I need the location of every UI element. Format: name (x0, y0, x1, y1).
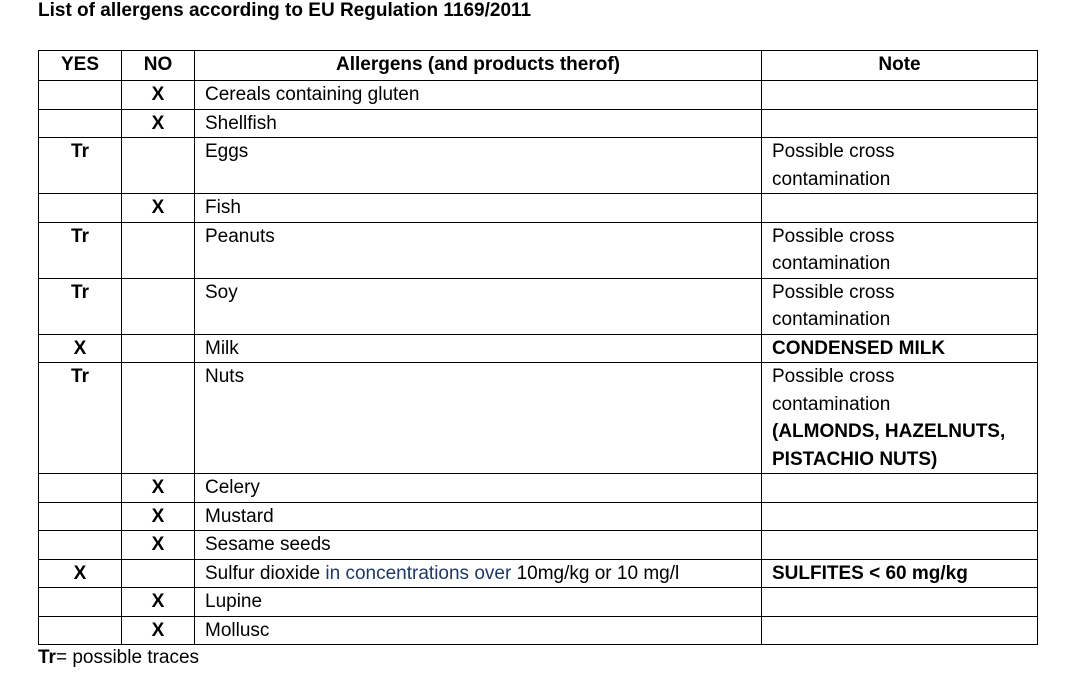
allergen-name-cell (195, 474, 762, 503)
table-body (39, 81, 1038, 645)
note-cell (762, 138, 1038, 194)
allergen-name: Milk (205, 337, 239, 359)
allergen-name: Celery (205, 477, 260, 498)
note-cell (762, 531, 1038, 560)
no-cell (122, 222, 195, 278)
allergen-name: Sulfur dioxide (205, 562, 326, 584)
allergen-name: Fish (205, 197, 241, 218)
yes-cell: Tr (39, 138, 122, 194)
no-cell: X (122, 81, 195, 110)
note-line: contamination (772, 168, 891, 190)
note-line: Possible cross (772, 225, 895, 247)
table-row (39, 559, 1038, 588)
note-line: CONDENSED MILK (772, 337, 946, 359)
allergen-name-cell (195, 222, 762, 278)
allergen-name: Mustard (205, 505, 274, 527)
yes-cell (39, 531, 122, 560)
note-line: Possible cross (772, 141, 895, 162)
note-line: Possible cross (772, 281, 895, 303)
allergen-name-cell (195, 559, 762, 588)
table-row (39, 531, 1038, 560)
allergen-name: in concentrations over (325, 562, 517, 584)
no-cell (122, 138, 195, 194)
allergen-name: Sesame seeds (205, 534, 331, 555)
table-row (39, 616, 1038, 645)
allergen-name-cell (195, 588, 762, 617)
allergen-name: Lupine (205, 591, 263, 612)
allergen-name-cell (195, 81, 762, 110)
note-cell (762, 334, 1038, 363)
no-cell (122, 363, 195, 474)
table-row (39, 363, 1038, 474)
allergen-name-cell (195, 502, 762, 531)
allergen-name: Cereals containing gluten (205, 84, 420, 105)
note-line: Possible cross (772, 366, 895, 387)
yes-cell (39, 194, 122, 223)
table-row (39, 81, 1038, 110)
note-line: contamination (772, 253, 891, 274)
yes-cell: X (39, 334, 122, 363)
allergen-name-cell (195, 138, 762, 194)
yes-cell (39, 502, 122, 531)
header-no: NO (122, 51, 195, 81)
no-cell (122, 278, 195, 334)
no-cell (122, 334, 195, 363)
legend-abbr: Tr (38, 647, 56, 668)
header-note: Note (762, 51, 1038, 81)
yes-cell: Tr (39, 222, 122, 278)
table-row (39, 588, 1038, 617)
no-cell: X (122, 588, 195, 617)
no-cell: X (122, 531, 195, 560)
yes-cell: Tr (39, 278, 122, 334)
note-cell (762, 278, 1038, 334)
table-row (39, 222, 1038, 278)
note-cell (762, 109, 1038, 138)
note-cell (762, 363, 1038, 474)
no-cell: X (122, 616, 195, 645)
table-header-row (39, 51, 1038, 81)
allergen-name: Peanuts (205, 225, 275, 247)
allergen-table (38, 50, 1038, 645)
no-cell: X (122, 502, 195, 531)
allergen-name: Mollusc (205, 619, 270, 641)
allergen-name-cell (195, 109, 762, 138)
note-cell (762, 502, 1038, 531)
allergen-name-cell (195, 278, 762, 334)
note-line: (ALMONDS, HAZELNUTS, (772, 421, 1006, 442)
note-cell (762, 588, 1038, 617)
yes-cell (39, 474, 122, 503)
yes-cell (39, 616, 122, 645)
note-cell (762, 474, 1038, 503)
yes-cell: Tr (39, 363, 122, 474)
table-row (39, 278, 1038, 334)
table-row (39, 109, 1038, 138)
note-cell (762, 616, 1038, 645)
no-cell: X (122, 109, 195, 138)
allergen-name: Shellfish (205, 112, 277, 134)
table-row (39, 502, 1038, 531)
allergen-name: Nuts (205, 366, 245, 387)
yes-cell: X (39, 559, 122, 588)
note-cell (762, 81, 1038, 110)
table-row (39, 334, 1038, 363)
legend-text: = possible traces (55, 647, 200, 668)
legend (38, 646, 199, 670)
allergen-name-cell (195, 194, 762, 223)
header-allergen: Allergens (and products therof) (195, 51, 762, 81)
allergen-name: Eggs (205, 141, 249, 162)
table-row (39, 138, 1038, 194)
note-line: SULFITES < 60 mg/kg (772, 562, 968, 584)
allergen-name-cell (195, 616, 762, 645)
no-cell (122, 559, 195, 588)
allergen-name-cell (195, 334, 762, 363)
allergen-name-cell (195, 531, 762, 560)
allergen-name: 10mg/kg or 10 mg/l (516, 562, 680, 584)
note-line: contamination (772, 309, 891, 330)
note-cell (762, 559, 1038, 588)
allergen-name-cell (195, 363, 762, 474)
allergen-name: Soy (205, 281, 238, 303)
no-cell: X (122, 194, 195, 223)
note-cell (762, 194, 1038, 223)
no-cell: X (122, 474, 195, 503)
note-line: PISTACHIO NUTS) (772, 448, 938, 470)
note-line: contamination (772, 393, 891, 415)
note-cell (762, 222, 1038, 278)
yes-cell (39, 109, 122, 138)
yes-cell (39, 81, 122, 110)
header-yes: YES (39, 51, 122, 81)
table-row (39, 194, 1038, 223)
yes-cell (39, 588, 122, 617)
document-title: List of allergens according to EU Regulation 1169/2011 (38, 0, 532, 21)
table-row (39, 474, 1038, 503)
